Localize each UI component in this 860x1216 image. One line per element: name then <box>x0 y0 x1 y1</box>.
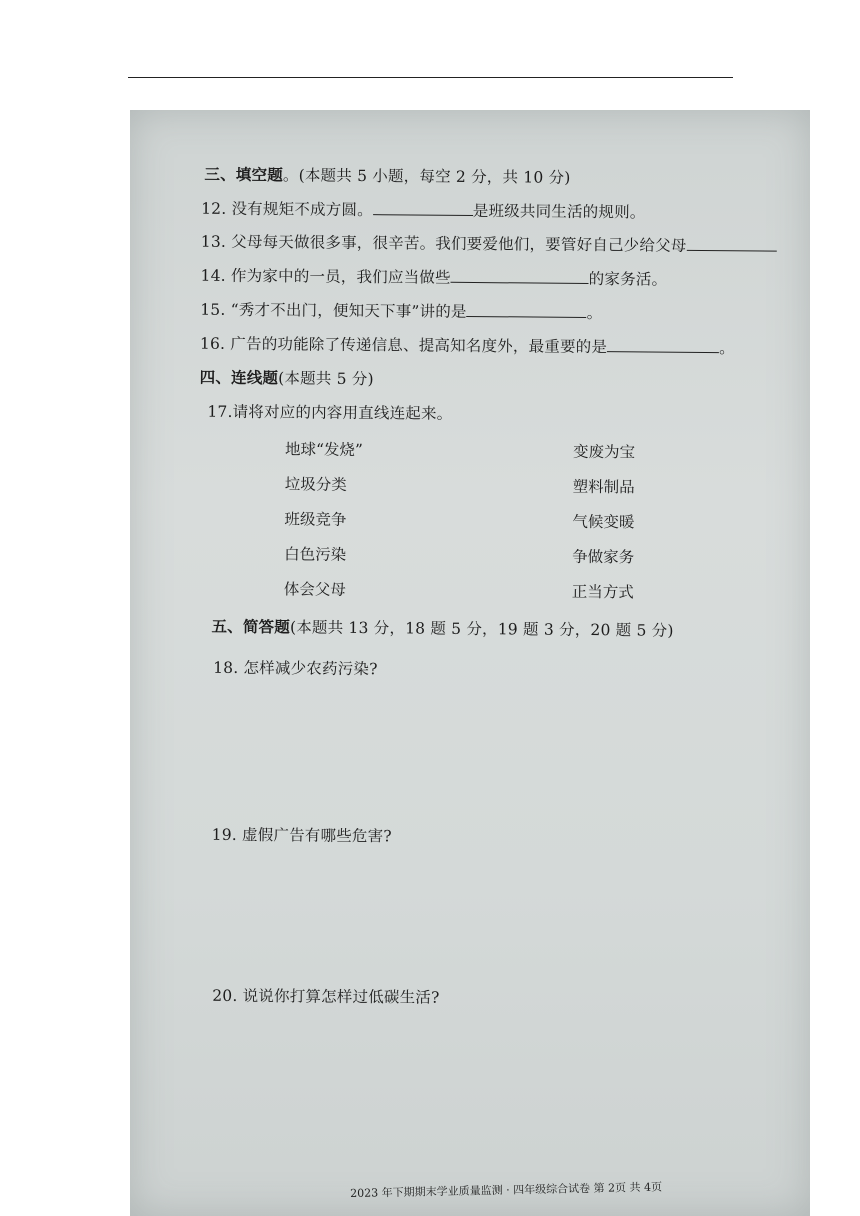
q12-prefix: 12. 没有规矩不成方圆。 <box>201 199 373 220</box>
question-13 <box>201 230 777 257</box>
match-left-item[interactable]: 白色污染 <box>284 545 347 564</box>
q12-blank[interactable] <box>373 200 473 216</box>
section4-title: 四、连线题 <box>199 367 279 388</box>
q16-blank[interactable] <box>607 337 719 353</box>
q14-prefix: 14. 作为家中的一员，我们应当做些 <box>200 266 451 287</box>
question-18: 18. 怎样减少农药污染? <box>213 658 378 679</box>
q15-prefix: 15. “秀才不出门，便知天下事”讲的是 <box>200 300 467 321</box>
section3-note: 。(本题共 5 小题，每空 2 分，共 10 分) <box>282 166 571 187</box>
section3-heading <box>204 163 570 188</box>
q15-blank[interactable] <box>467 302 587 318</box>
section4-note: (本题共 5 分) <box>278 369 374 389</box>
q12-suffix: 是班级共同生活的规则。 <box>472 201 646 222</box>
q14-blank[interactable] <box>451 268 589 284</box>
match-left-item[interactable]: 垃圾分类 <box>284 475 347 494</box>
exam-content <box>130 110 810 1216</box>
section3-title: 三、填空题 <box>204 164 284 185</box>
match-left-item[interactable]: 体会父母 <box>283 580 346 599</box>
match-right-item[interactable]: 变废为宝 <box>572 442 636 462</box>
question-12 <box>201 197 646 223</box>
match-right-item[interactable]: 塑料制品 <box>572 477 635 497</box>
match-right-item[interactable]: 争做家务 <box>572 547 635 567</box>
question-19: 19. 虚假广告有哪些危害? <box>211 825 392 846</box>
question-17: 17.请将对应的内容用直线连起来。 <box>207 402 453 423</box>
match-left-item[interactable]: 班级竞争 <box>284 510 347 529</box>
match-right-item[interactable]: 正当方式 <box>571 582 634 602</box>
q16-suffix: 。 <box>719 339 735 358</box>
match-left-item[interactable]: 地球“发烧” <box>284 440 363 460</box>
section5-heading <box>211 615 673 641</box>
q15-suffix: 。 <box>586 303 603 323</box>
top-rule <box>128 77 733 78</box>
match-right-item[interactable]: 气候变暖 <box>572 512 635 532</box>
question-14 <box>200 264 667 290</box>
q16-prefix: 16. 广告的功能除了传递信息、提高知名度外，最重要的是 <box>199 334 608 357</box>
page-footer: 2023 年下期期末学业质量监测 · 四年级综合试卷 第 2页 共 4页 <box>350 1180 663 1200</box>
question-20: 20. 说说你打算怎样过低碳生活? <box>212 986 440 1007</box>
question-16 <box>200 332 735 359</box>
q14-suffix: 的家务活。 <box>588 270 668 289</box>
section4-heading <box>200 366 374 390</box>
section5-title: 五、简答题 <box>211 616 291 637</box>
q13-blank[interactable] <box>686 236 776 252</box>
exam-paper-photo <box>130 110 810 1216</box>
section5-note: (本题共 13 分，18 题 5 分，19 题 3 分，20 题 5 分) <box>289 618 674 640</box>
question-15 <box>200 298 602 324</box>
q13-prefix: 13. 父母每天做很多事，很辛苦。我们要爱他们，要管好自己少给父母 <box>200 232 687 255</box>
